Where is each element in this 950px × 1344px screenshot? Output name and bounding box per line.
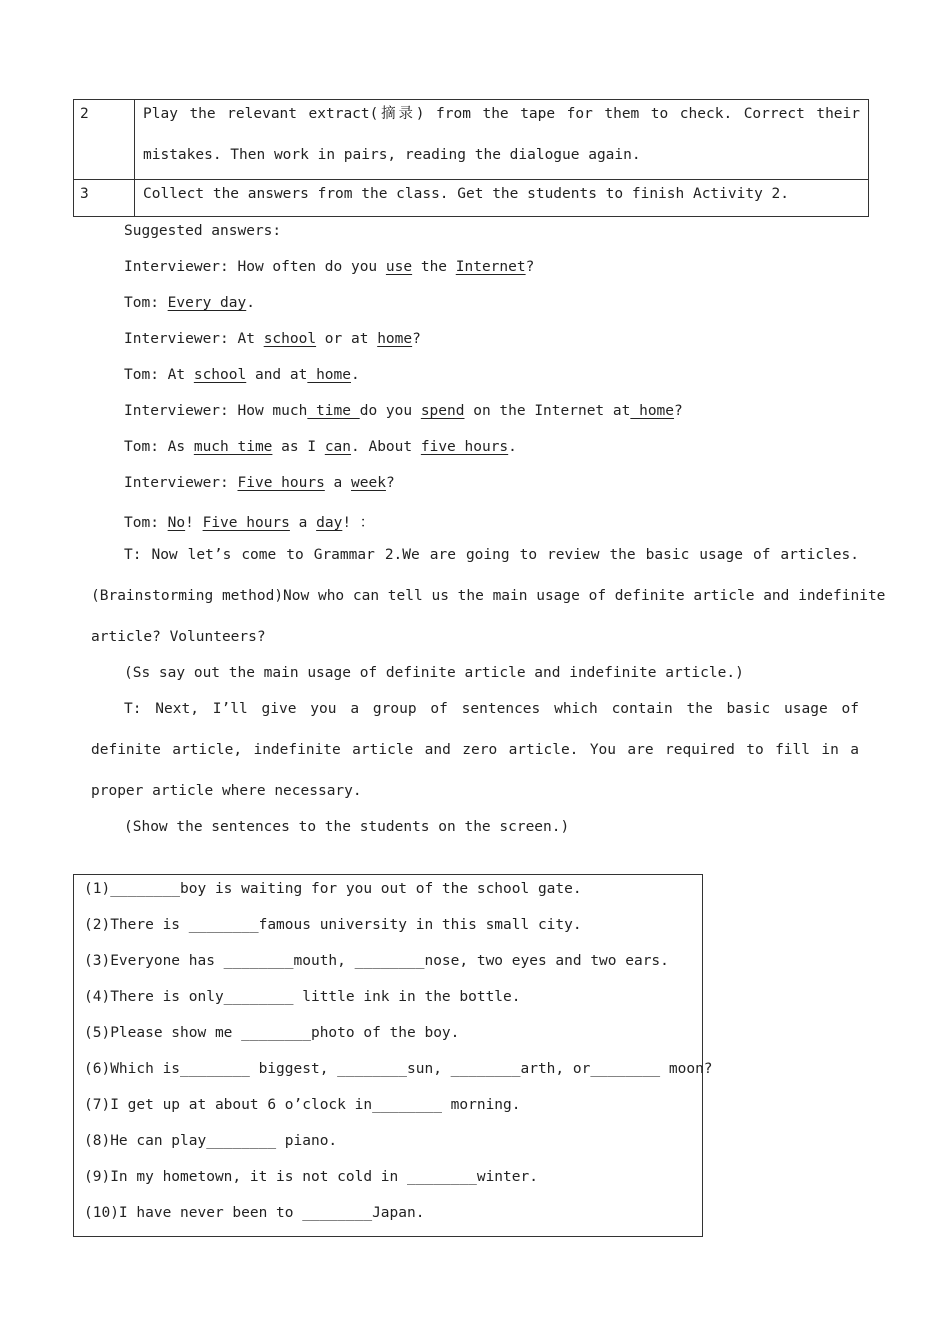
paragraph-line: proper article where necessary. [91, 783, 362, 799]
steps-table [73, 99, 869, 217]
exercise-item: (9)In my hometown, it is not cold in ________winter. [84, 1169, 538, 1185]
exercise-item: (8)He can play________ piano. [84, 1133, 338, 1149]
dialogue-line: Interviewer: Five hours a week? [124, 475, 395, 491]
answers-heading: Suggested answers: [124, 223, 282, 239]
step-text-line: mistakes. Then work in pairs, reading the dialogue again. [143, 147, 641, 163]
exercise-box [73, 874, 713, 1237]
step-text: Collect the answers from the class. Get the students to finish Activity 2. [135, 180, 869, 217]
paragraph-line: (Ss say out the main usage of definite article and indefinite article.) [124, 665, 744, 681]
exercise-item: (3)Everyone has ________mouth, ________nose, two eyes and two ears. [84, 953, 669, 969]
step-text-line: Play the relevant extract(摘录) from the tape for them to check. Correct their [143, 106, 860, 122]
paragraph-line: (Brainstorming method)Now who can tell us the main usage of definite article and indefinite [91, 588, 886, 604]
exercise-item: (6)Which is________ biggest, ________sun, ________arth, or________ moon? [84, 1061, 713, 1077]
exercise-item: (1)________boy is waiting for you out of the school gate. [84, 881, 582, 897]
step-number: 3 [74, 180, 135, 217]
paragraph-line: definite article, indefinite article and zero article. You are required to fill in a [91, 742, 859, 758]
dialogue-line: Tom: As much time as I can. About five hours. [124, 439, 517, 455]
dialogue-line: Interviewer: At school or at home? [124, 331, 421, 347]
step-text [135, 100, 869, 180]
paragraph-line: article? Volunteers? [91, 629, 266, 645]
table-row [74, 100, 869, 180]
dialogue-line: Tom: Every day. [124, 295, 255, 311]
exercise-item: (2)There is ________famous university in this small city. [84, 917, 582, 933]
dialogue-line: Tom: At school and at home. [124, 367, 360, 383]
exercise-item: (10)I have never been to ________Japan. [84, 1205, 425, 1221]
table-row [74, 180, 869, 217]
exercise-item: (4)There is only________ little ink in the bottle. [84, 989, 521, 1005]
exercise-item: (7)I get up at about 6 o’clock in________ morning. [84, 1097, 521, 1113]
paragraph-line: T: Next, I’ll give you a group of sentences which contain the basic usage of [124, 701, 859, 717]
dialogue-line: Interviewer: How much time do you spend on the Internet at home? [124, 403, 683, 419]
dialogue-line: Tom: No! Five hours a day! ： [124, 515, 375, 531]
paragraph-line: T: Now let’s come to Grammar 2.We are going to review the basic usage of articles. [124, 547, 859, 563]
dialogue-line: Interviewer: How often do you use the Internet? [124, 259, 535, 275]
paragraph-line: (Show the sentences to the students on the screen.) [124, 819, 570, 835]
step-number: 2 [74, 100, 135, 180]
exercise-item: (5)Please show me ________photo of the boy. [84, 1025, 460, 1041]
